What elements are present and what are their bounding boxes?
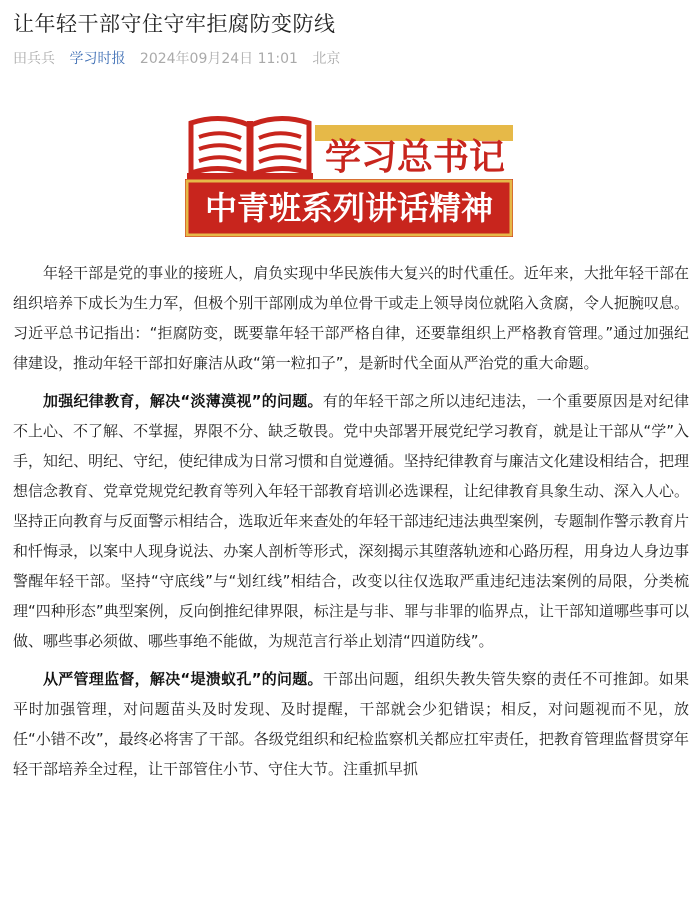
- article-body: [13, 258, 689, 792]
- publish-datetime: 2024年09月24日 11:01: [139, 51, 298, 67]
- author: 田兵兵: [13, 51, 55, 67]
- column-banner: [185, 113, 513, 237]
- location: 北京: [312, 51, 341, 67]
- paragraph-lead: 加强纪律教育，解决“淡薄漠视”的问题。: [43, 392, 323, 410]
- source-link[interactable]: 学习时报: [69, 51, 126, 67]
- article-title: 让年轻干部守住守牢拒腐防变防线: [13, 12, 336, 36]
- paragraph-lead: 从严管理监督，解决“堤溃蚁孔”的问题。: [43, 670, 323, 688]
- banner-line2: 中青班系列讲话精神: [204, 189, 494, 227]
- banner-line1: 学习总书记: [325, 137, 506, 178]
- open-book-icon: [185, 115, 315, 181]
- paragraph: 年轻干部是党的事业的接班人，肩负实现中华民族伟大复兴的时代重任。近年来，大批年轻干部在组织培养下成长为生力军，但极个别干部刚成为单位骨干或走上领导岗位就陷入贪腐，令人扼腕叹息。习近平总书记指出：“拒腐防变，既要靠年轻干部严格自律，还要靠组织上严格教育管理。”通过加强纪律建设，推动年轻干部扣好廉洁从政“第一粒扣子”，是新时代全面从严治党的重大命题。: [13, 264, 689, 372]
- paragraph: 从严管理监督，解决“堤溃蚁孔”的问题。干部出问题，组织失教失管失察的责任不可推卸。如果平时加强管理，对问题苗头及时发现、及时提醒，干部就会少犯错误；相反，对问题视而不见，放任“小错不改”，最终必将害了干部。各级党组织和纪检监察机关都应扛牢责任，把教育管理监督贯穿年轻干部培养全过程，让干部管住小节、守住大节。注重抓早抓: [13, 670, 690, 778]
- paragraph: 加强纪律教育，解决“淡薄漠视”的问题。有的年轻干部之所以违纪违法，一个重要原因是对纪律不上心、不了解、不掌握，界限不分、缺乏敬畏。党中央部署开展党纪学习教育，就是让干部从“学”入手，知纪、明纪、守纪，使纪律成为日常习惯和自觉遵循。坚持纪律教育与廉洁文化建设相结合，把理想信念教育、党章党规党纪教育等列入年轻干部教育培训必选课程，让纪律教育具象生动、深入人心。坚持正向教育与反面警示相结合，选取近年来查处的年轻干部违纪违法典型案例，专题制作警示教育片和忏悔录，以案中人现身说法、办案人剖析等形式，深刻揭示其堕落轨迹和心路历程，用身边人身边事警醒年轻干部。坚持“守底线”与“划红线”相结合，改变以往仅选取严重违纪违法案例的局限，分类梳理“四种形态”典型案例，反向倒推纪律界限，标注是与非、罪与非罪的临界点，让干部知道哪些事可以做、哪些事必须做、哪些事绝不能做，为规范言行举止划清“四道防线”。: [13, 392, 690, 650]
- article-meta: [13, 48, 350, 68]
